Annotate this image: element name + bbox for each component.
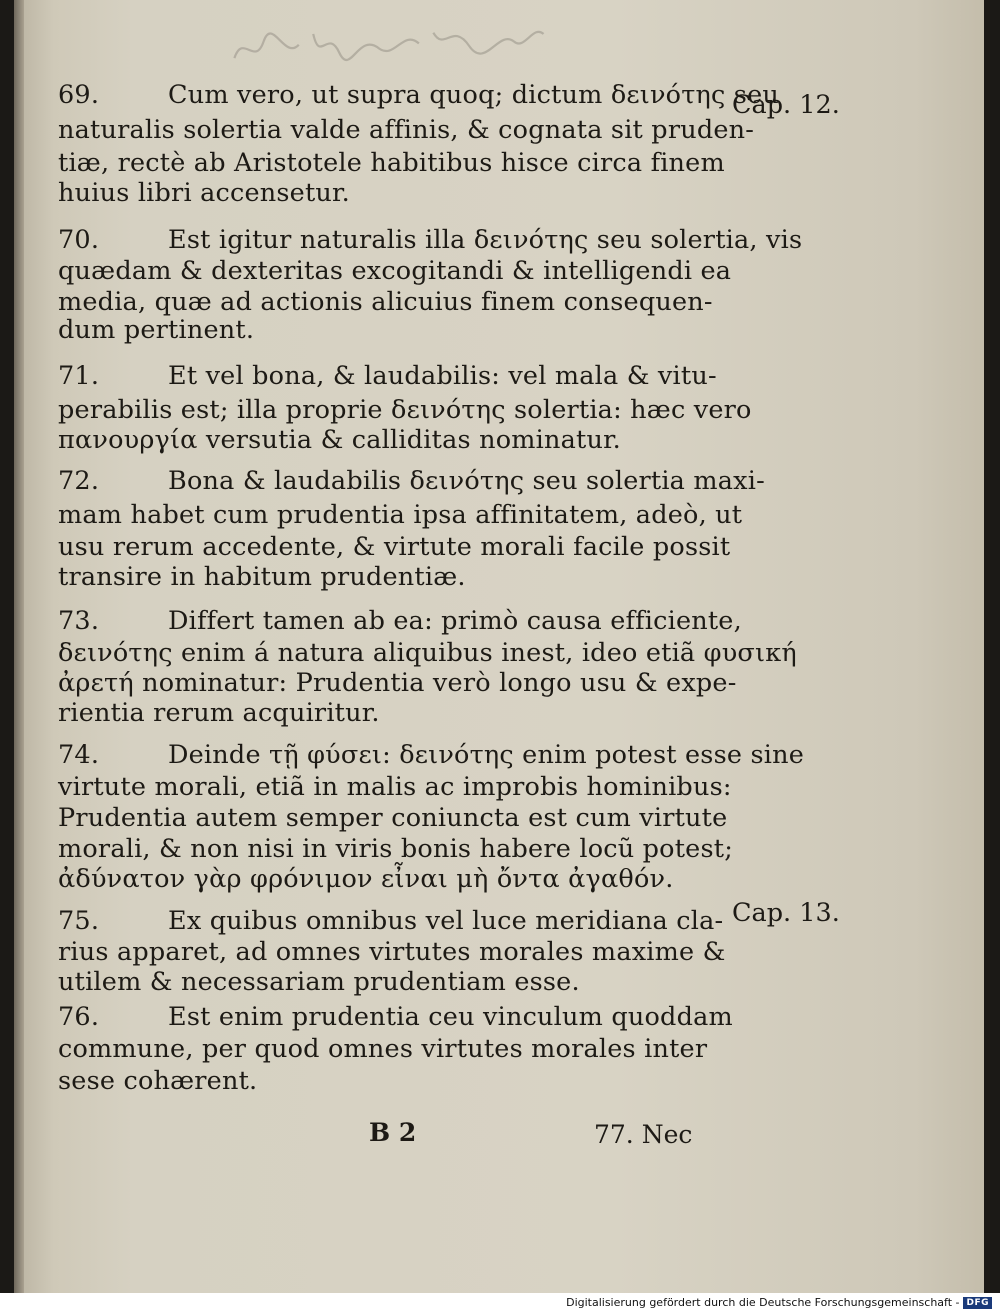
footer-text: Digitalisierung gefördert durch die Deutsche Forschungsgemeinschaft -: [566, 1296, 960, 1309]
page-binding-edge: [14, 0, 24, 1293]
line-text: tiæ, rectè ab Aristotele habitibus hisce circa finem: [58, 148, 725, 178]
signature-scribble: [228, 12, 550, 74]
text-line: [58, 864, 738, 894]
paragraph-number: 74.: [58, 740, 100, 770]
paragraph-number: 72.: [58, 466, 100, 496]
line-text: πανουργία versutia & calliditas nominatur.: [58, 425, 621, 455]
catchword: 77. Nec: [594, 1120, 693, 1149]
text-line: [58, 80, 780, 110]
dfg-logo: DFG: [963, 1297, 992, 1309]
scanned-page: [14, 0, 984, 1293]
line-text: Ex quibus omnibus vel luce meridiana cla-: [168, 906, 724, 936]
line-text: Prudentia autem semper coniuncta est cum virtute: [58, 803, 728, 833]
line-text: Cum vero, ut supra quoq; dictum δεινότης seu: [168, 80, 780, 110]
paragraph-number: 71.: [58, 361, 100, 391]
text-line: [58, 834, 738, 864]
line-text: Bona & laudabilis δεινότης seu solertia maxi-: [168, 466, 765, 496]
text-line: [58, 425, 738, 455]
line-text: Est enim prudentia ceu vinculum quoddam: [168, 1002, 733, 1032]
paragraph-number: 76.: [58, 1002, 100, 1032]
line-text: dum pertinent.: [58, 315, 255, 345]
margin-note-chapter: Cap. 12.: [732, 90, 840, 120]
line-text: sese cohærent.: [58, 1066, 258, 1096]
paragraph-number: 73.: [58, 606, 100, 636]
text-line: [58, 668, 738, 698]
margin-note-chapter: Cap. 13.: [732, 898, 840, 928]
line-text: utilem & necessariam prudentiam esse.: [58, 967, 580, 997]
line-text: perabilis est; illa proprie δεινότης solertia: hæc vero: [58, 395, 752, 425]
text-line: [58, 740, 805, 770]
line-text: δεινότης enim á natura aliquibus inest, ideo etiã φυσική: [58, 638, 797, 668]
line-text: mam habet cum prudentia ipsa affinitatem, adeò, ut: [58, 500, 743, 530]
text-line: [58, 225, 803, 255]
text-line: [58, 466, 765, 496]
paragraph-number: 69.: [58, 80, 100, 110]
line-text: transire in habitum prudentiæ.: [58, 562, 466, 592]
signature-mark: B 2: [369, 1118, 417, 1147]
line-text: Deinde τῇ φύσει: δεινότης enim potest esse sine: [168, 740, 805, 770]
text-line: [58, 606, 742, 636]
text-line: [58, 562, 738, 592]
handwritten-signature: [228, 12, 550, 82]
text-line: [58, 256, 738, 286]
text-line: [58, 500, 743, 530]
line-text: rius apparet, ad omnes virtutes morales maxime &: [58, 937, 726, 967]
text-line: [58, 1066, 738, 1096]
text-line: [58, 361, 738, 391]
line-text: usu rerum accedente, & virtute morali facile possit: [58, 532, 731, 562]
text-line: [58, 803, 738, 833]
text-line: [58, 395, 752, 425]
text-line: [58, 967, 738, 997]
line-text: ἀρετή nominatur: Prudentia verò longo usu & expe-: [58, 668, 737, 698]
line-text: morali, & non nisi in viris bonis habere locũ potest;: [58, 834, 733, 864]
line-text: rientia rerum acquiritur.: [58, 698, 380, 728]
text-line: [58, 178, 738, 208]
line-text: Et vel bona, & laudabilis: vel mala & vitu-: [168, 361, 717, 391]
footer-credit: [566, 1296, 992, 1309]
text-line: [58, 698, 738, 728]
text-line: [58, 287, 738, 317]
text-line: [58, 532, 738, 562]
paragraph-number: 70.: [58, 225, 100, 255]
text-line: [58, 638, 797, 668]
line-text: huius libri accensetur.: [58, 178, 350, 208]
line-text: naturalis solertia valde affinis, & cognata sit pruden-: [58, 115, 755, 145]
text-line: [58, 148, 738, 178]
text-line: [58, 1034, 738, 1064]
text-line: [58, 937, 738, 967]
line-text: media, quæ ad actionis alicuius finem consequen-: [58, 287, 713, 317]
text-line: [58, 906, 738, 936]
line-text: commune, per quod omnes virtutes morales inter: [58, 1034, 708, 1064]
text-line: [58, 315, 738, 345]
line-text: ἀδύνατον γὰρ φρόνιμον εἶναι μὴ ὄντα ἀγαθόν.: [58, 864, 674, 894]
text-line: [58, 115, 755, 145]
text-line: [58, 772, 738, 802]
line-text: virtute morali, etiã in malis ac improbis hominibus:: [58, 772, 732, 802]
paragraph-number: 75.: [58, 906, 100, 936]
line-text: quædam & dexteritas excogitandi & intelligendi ea: [58, 256, 732, 286]
text-line: [58, 1002, 738, 1032]
line-text: Est igitur naturalis illa δεινότης seu solertia, vis: [168, 225, 803, 255]
line-text: Differt tamen ab ea: primò causa efficiente,: [168, 606, 742, 636]
